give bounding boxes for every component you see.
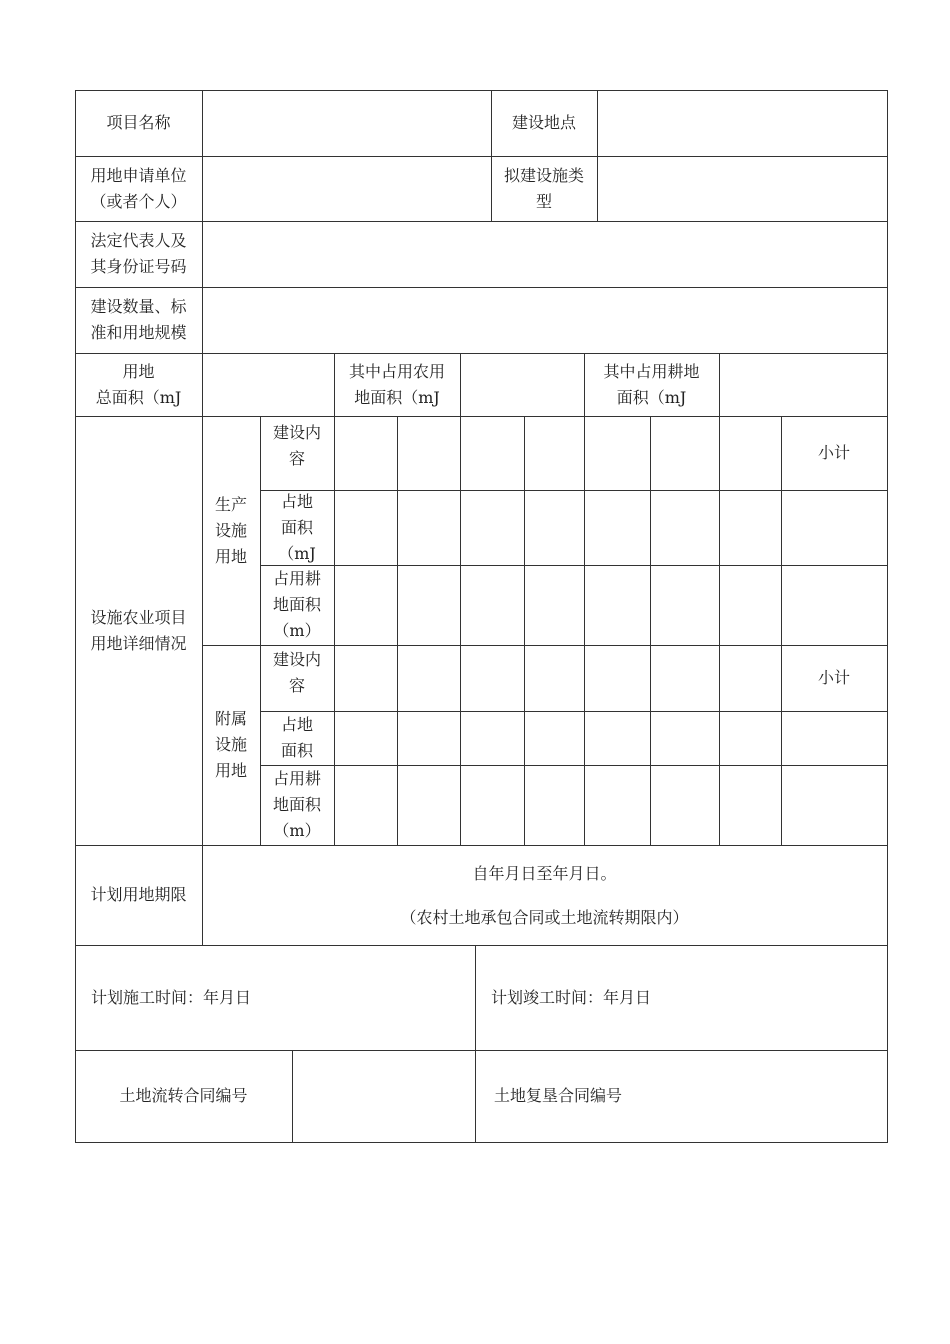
total-area-label: 用地 总面积（mJ	[95, 361, 182, 407]
ancillary-cultivated-area-label: 占用耕 地面积 （m）	[272, 769, 321, 840]
build-location-label: 建设地点	[511, 113, 576, 132]
cultivated-area-label: 其中占用耕地 面积（mJ	[603, 361, 700, 407]
build-location-field[interactable]	[597, 90, 887, 156]
row-divider	[260, 490, 888, 491]
project-name-label: 项目名称	[106, 113, 171, 132]
col-divider	[719, 416, 720, 845]
transfer-contract-field[interactable]	[292, 1050, 475, 1142]
transfer-contract-label: 土地流转合同编号	[119, 1086, 248, 1105]
reclaim-contract-label: 土地复垦合同编号	[494, 1086, 623, 1105]
ancillary-occupied-area-label: 占地 面积	[280, 715, 313, 760]
total-area-field[interactable]	[202, 353, 334, 416]
row-divider	[260, 765, 888, 766]
col-divider	[397, 416, 398, 845]
scale-label: 建设数量、标 准和用地规模	[90, 297, 187, 342]
period-label: 计划用地期限	[90, 885, 187, 904]
table-border-right	[887, 90, 888, 1143]
production-subtotal-label: 小计	[817, 443, 850, 462]
legal-rep-label: 法定代表人及 其身份证号码	[90, 231, 187, 276]
end-time-text: 计划竣工时间：年月日	[491, 987, 652, 1007]
row-divider	[260, 565, 888, 566]
period-text: 自年月日至年月日。	[472, 864, 617, 883]
detail-label: 设施农业项目 用地详细情况	[90, 607, 187, 653]
col-divider	[650, 416, 651, 845]
farm-area-field[interactable]	[460, 353, 584, 416]
scale-field[interactable]	[202, 287, 887, 353]
ancillary-subtotal-label: 小计	[817, 668, 850, 687]
legal-rep-field[interactable]	[202, 221, 887, 287]
period-note: （农村土地承包合同或土地流转期限内）	[400, 908, 689, 927]
production-build-content-label: 建设内 容	[272, 423, 321, 468]
col-divider	[334, 416, 335, 845]
col-divider	[524, 416, 525, 845]
row-divider	[260, 711, 888, 712]
applicant-field[interactable]	[202, 156, 491, 221]
applicant-label: 用地申请单位 （或者个人）	[90, 165, 187, 211]
facility-type-field[interactable]	[597, 156, 887, 221]
facility-type-label: 拟建设施类 型	[503, 165, 584, 211]
start-time-text: 计划施工时间：年月日	[91, 987, 252, 1007]
ancillary-facility-label: 附属 设施 用地	[214, 709, 247, 780]
col-divider	[475, 945, 476, 1143]
cultivated-area-field[interactable]	[719, 353, 887, 416]
col-divider	[584, 416, 585, 845]
project-name-field[interactable]	[202, 90, 491, 156]
production-occupied-area-label: 占地 面积 （mJ	[278, 491, 316, 563]
table-border-bottom	[75, 1142, 888, 1143]
col-divider	[460, 416, 461, 845]
production-cultivated-area-label: 占用耕 地面积 （m）	[272, 569, 321, 640]
production-facility-label: 生产 设施 用地	[214, 494, 247, 566]
ancillary-build-content-label: 建设内 容	[272, 650, 321, 695]
farm-area-label: 其中占用农用 地面积（mJ	[348, 361, 445, 407]
